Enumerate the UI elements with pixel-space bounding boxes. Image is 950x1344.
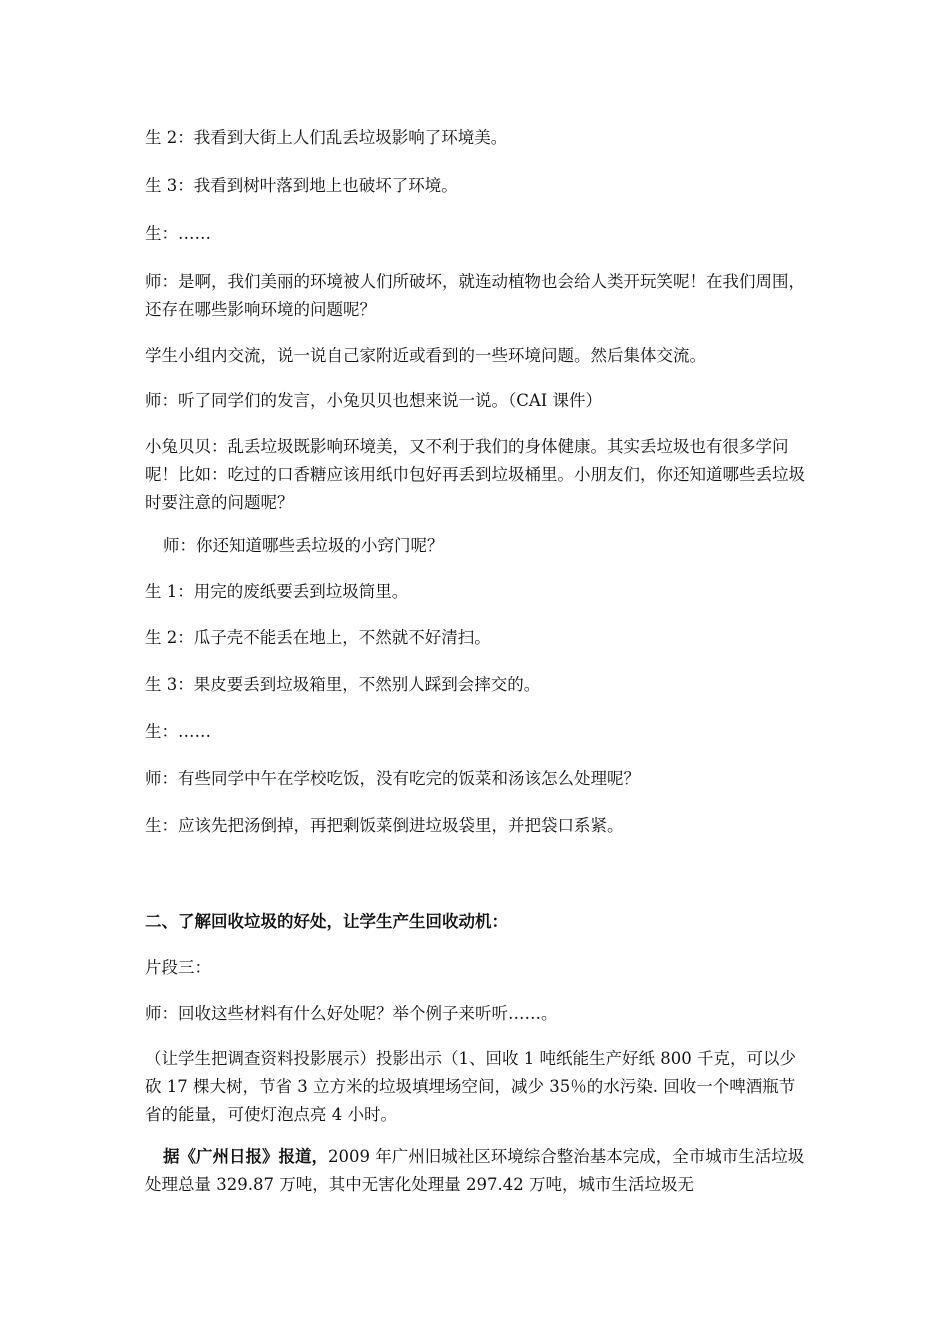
paragraph-11: 生 3：果皮要丢到垃圾箱里，不然别人踩到会摔交的。 bbox=[145, 675, 541, 694]
paragraph-5: 学生小组内交流，说一说自己家附近或看到的一些环境问题。然后集体交流。 bbox=[145, 346, 706, 365]
paragraph-6: 师：听了同学们的发言，小兔贝贝也想来说一说。（CAI 课件） bbox=[145, 391, 603, 410]
paragraph-18 bbox=[145, 1143, 810, 1199]
paragraph-13: 师：有些同学中午在学校吃饭，没有吃完的饭菜和汤该怎么处理呢？ bbox=[145, 769, 640, 788]
paragraph-15: 片段三： bbox=[145, 958, 211, 977]
report-text: 2009 年广州旧城社区环境综合整治基本完成，全市城市生活垃圾处理总量 329.87 万吨，其中无害化处理量 297.42 万吨，城市生活垃圾无 bbox=[145, 1147, 805, 1194]
paragraph-17: （让学生把调查资料投影展示）投影出示（1、回收 1 吨纸能生产好纸 800 千克，可以少砍 17 棵大树，节省 3 立方米的垃圾填埋场空间，减少 35％的水污染. 回收一个啤酒瓶节省的能量，可使灯泡点亮 4 小时。 bbox=[145, 1049, 796, 1124]
paragraph-16: 师：回收这些材料有什么好处呢？举个例子来听听……。 bbox=[145, 1004, 558, 1023]
section-heading: 二、了解回收垃圾的好处，让学生产生回收动机： bbox=[145, 912, 508, 931]
paragraph-7: 小兔贝贝：乱丢垃圾既影响环境美，又不利于我们的身体健康。其实丢垃圾也有很多学问呢！比如：吃过的口香糖应该用纸巾包好再丢到垃圾桶里。小朋友们，你还知道哪些丢垃圾时要注意的问题呢？ bbox=[145, 437, 805, 512]
paragraph-9: 生 1：用完的废纸要丢到垃圾筒里。 bbox=[145, 582, 409, 601]
paragraph-14: 生：应该先把汤倒掉，再把剩饭菜倒进垃圾袋里，并把袋口系紧。 bbox=[145, 816, 624, 835]
paragraph-1: 生 2：我看到大街上人们乱丢垃圾影响了环境美。 bbox=[145, 128, 508, 147]
paragraph-10: 生 2：瓜子壳不能丢在地上，不然就不好清扫。 bbox=[145, 628, 491, 647]
paragraph-12: 生：…… bbox=[145, 722, 211, 741]
report-lead: 据《广州日报》报道， bbox=[163, 1147, 328, 1166]
paragraph-4: 师：是啊，我们美丽的环境被人们所破坏，就连动植物也会给人类开玩笑呢！在我们周围，还存在哪些影响环境的问题呢？ bbox=[145, 272, 805, 319]
paragraph-2: 生 3：我看到树叶落到地上也破坏了环境。 bbox=[145, 176, 458, 195]
paragraph-8: 师：你还知道哪些丢垃圾的小窍门呢？ bbox=[163, 536, 444, 555]
paragraph-3: 生：…… bbox=[145, 224, 211, 243]
